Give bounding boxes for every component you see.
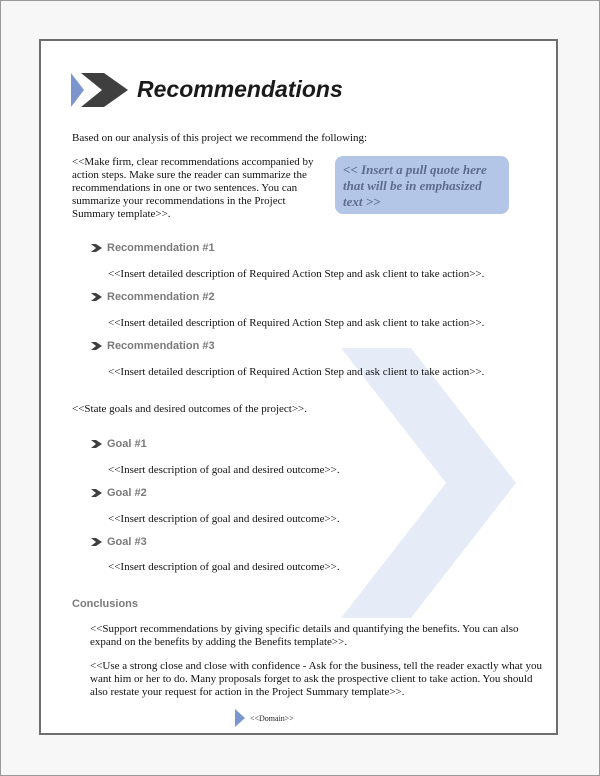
conclusions-paragraph-2: <<Use a strong close and close with confidence - Ask for the business, tell the reader exactly what you want him or her to do. Many proposals forget to ask the prospective client to take action. You should also restate your request for action in the Project Summary template>>. <box>90 660 542 698</box>
body-text: <<Make firm, clear recommendations accompanied by action steps. Make sure the reader can summarize the recommendations in one or two sentences. You can summarize your recommendations in the Project Summary template>>. <box>72 156 314 220</box>
recommendation-description-2: <<Insert detailed description of Required Action Step and ask client to take action>>. <box>108 317 485 329</box>
chevron-bullet-icon <box>91 538 103 546</box>
recommendation-description-1: <<Insert detailed description of Required Action Step and ask client to take action>>. <box>108 268 485 280</box>
footer-triangle-icon <box>235 709 245 727</box>
recommendation-label: Recommendation #3 <box>107 340 215 352</box>
chevron-bullet-icon <box>91 244 103 252</box>
chevron-watermark <box>341 348 516 618</box>
chevron-bullet-icon <box>91 440 103 448</box>
goal-description-1: <<Insert description of goal and desired outcome>>. <box>108 464 340 476</box>
chevron-bullet-icon <box>91 293 103 301</box>
goal-description-3: <<Insert description of goal and desired outcome>>. <box>108 561 340 573</box>
recommendation-label: Recommendation #2 <box>107 291 215 303</box>
header-chevron-icon <box>71 73 131 107</box>
conclusions-heading: Conclusions <box>72 598 139 610</box>
goal-description-2: <<Insert description of goal and desired outcome>>. <box>108 513 340 525</box>
goal-label: Goal #2 <box>107 487 147 499</box>
chevron-bullet-icon <box>91 489 103 497</box>
goal-label: Goal #3 <box>107 536 147 548</box>
recommendation-description-3: <<Insert detailed description of Required Action Step and ask client to take action>>. <box>108 366 485 378</box>
pull-quote: << Insert a pull quote here that will be in emphasized text >> <box>335 156 509 214</box>
recommendation-label: Recommendation #1 <box>107 242 215 254</box>
conclusions-paragraph-1: <<Support recommendations by giving specific details and quantifying the benefits. You can also expand on the benefits by adding the Benefits template>>. <box>90 623 519 648</box>
footer-text: <<Domain>> <box>250 714 294 723</box>
page-title: Recommendations <box>137 76 343 102</box>
intro-text: Based on our analysis of this project we recommend the following: <box>72 132 368 144</box>
chevron-bullet-icon <box>91 342 103 350</box>
goal-label: Goal #1 <box>107 438 147 450</box>
goals-intro-text: <<State goals and desired outcomes of the project>>. <box>72 403 307 415</box>
document-page <box>39 39 558 735</box>
